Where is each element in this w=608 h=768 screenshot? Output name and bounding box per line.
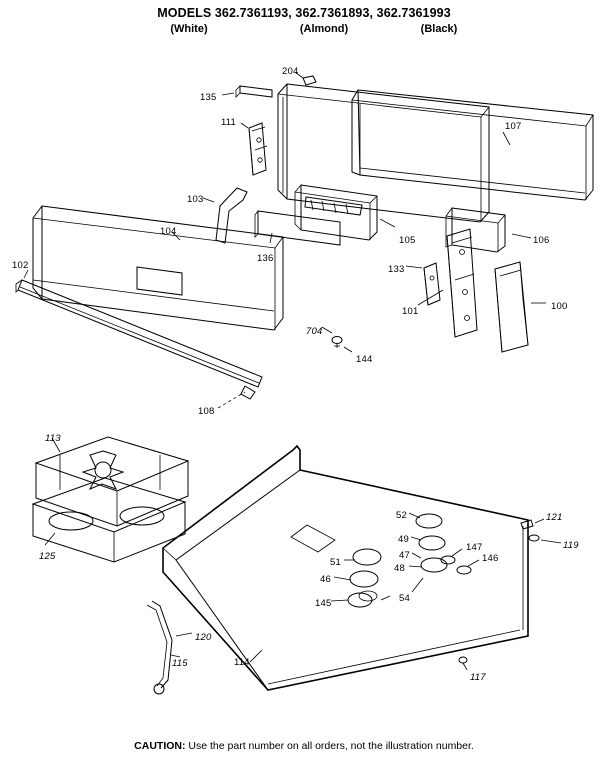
callout-51: 51 [330, 557, 341, 568]
callout-125: 125 [39, 551, 56, 562]
callout-100: 100 [551, 301, 568, 312]
caution-text: Use the part number on all orders, not the illustration number. [188, 740, 474, 752]
callout-46: 46 [320, 574, 331, 585]
callout-135: 135 [200, 92, 217, 103]
callout-103: 103 [187, 194, 204, 205]
callout-106: 106 [533, 235, 550, 246]
callout-102: 102 [12, 260, 29, 271]
callout-49: 49 [398, 534, 409, 545]
callout-47: 47 [399, 550, 410, 561]
callout-113: 113 [45, 433, 61, 444]
callout-111: 111 [221, 117, 237, 128]
callout-121: 121 [546, 512, 563, 523]
callout-54: 54 [399, 593, 410, 604]
callout-204: 204 [282, 66, 299, 77]
caution-label: CAUTION: [134, 740, 186, 752]
model-numbers: MODELS 362.7361193, 362.7361893, 362.7361993 [157, 6, 451, 20]
callout-108: 108 [198, 406, 215, 417]
color-almond: (Almond) [299, 23, 349, 35]
callout-704: 704 [306, 326, 323, 337]
color-variants [0, 22, 608, 36]
callout-104: 104 [160, 226, 177, 237]
callout-147: 147 [466, 542, 483, 553]
callout-146: 146 [482, 553, 499, 564]
callout-115: 115 [172, 658, 188, 669]
color-white: (White) [170, 23, 208, 35]
callout-120: 120 [195, 632, 212, 643]
callout-48: 48 [394, 563, 405, 574]
callout-101: 101 [402, 306, 419, 317]
callout-114: 114 [234, 657, 250, 668]
diagram-title-block [0, 6, 608, 36]
callout-117: 117 [470, 672, 486, 683]
callout-119: 119 [563, 540, 579, 551]
color-black: (Black) [420, 23, 458, 35]
callout-145: 145 [315, 598, 332, 609]
caution-note [0, 740, 608, 752]
callout-133: 133 [388, 264, 405, 275]
callout-105: 105 [399, 235, 416, 246]
callout-52: 52 [396, 510, 407, 521]
callout-144: 144 [356, 354, 373, 365]
callout-107: 107 [505, 121, 522, 132]
callout-136: 136 [257, 253, 274, 264]
